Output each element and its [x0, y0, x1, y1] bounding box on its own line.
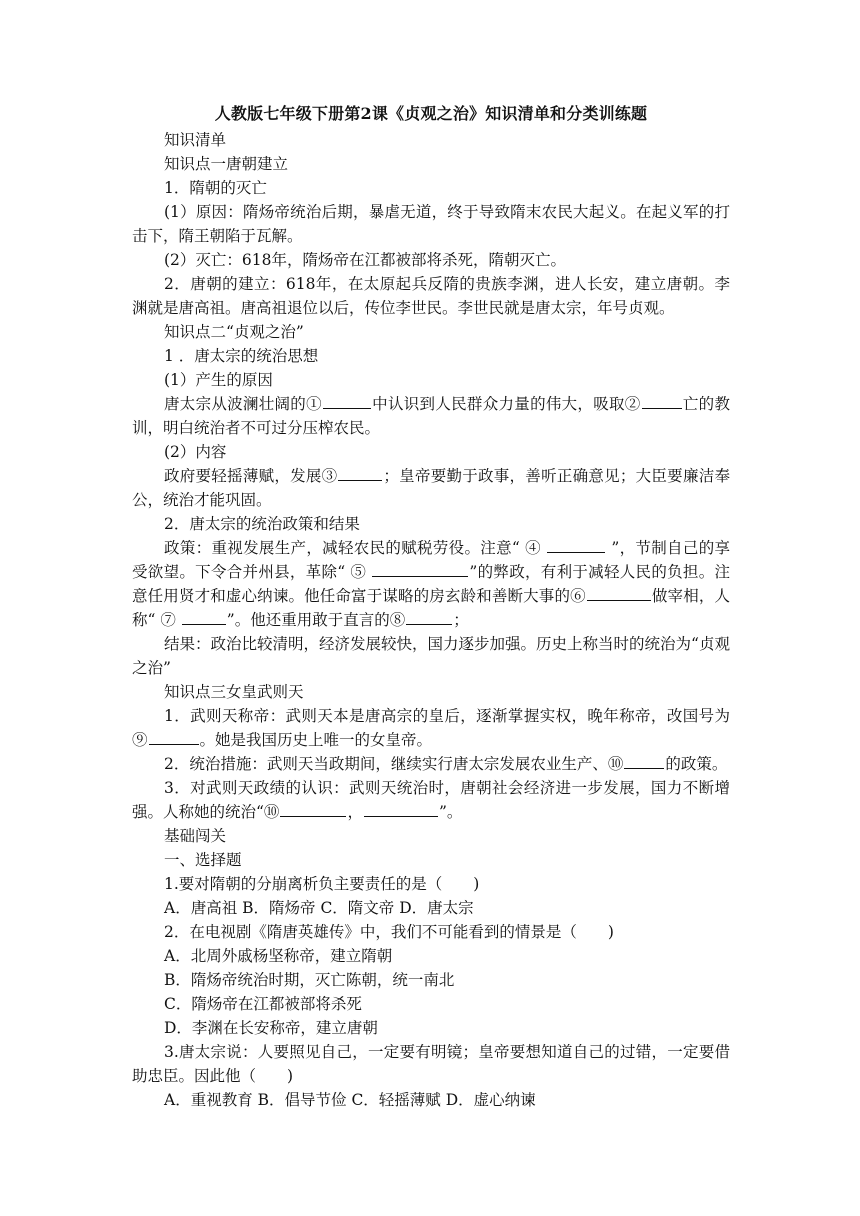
- text-segment: 。她是我国历史上唯一的女皇帝。: [199, 731, 433, 749]
- choice-section-heading: 一、选择题: [164, 851, 242, 869]
- text-segment: ”。: [438, 803, 463, 821]
- kp1-paragraph-cause: (1）原因：隋炀帝统治后期，暴虐无道，终于导致隋末农民大起义。在起义军的打击下，隋王朝陷于瓦解。: [132, 203, 730, 245]
- fill-blank-7: [182, 608, 226, 625]
- text-segment: 2．统治措施：武则天当政期间，继续实行唐太宗发展农业生产、⑩: [164, 755, 624, 773]
- fill-blank-6: [587, 584, 651, 601]
- kp2-paragraph-policy: [132, 536, 730, 632]
- kp1-subheading-1: 1．隋朝的灭亡: [164, 179, 267, 197]
- kp2-paragraph-reason: [132, 392, 730, 440]
- question-2: 2．在电视剧《隋唐英雄传》中，我们不可能看到的情景是（ ): [164, 923, 614, 941]
- kp3-paragraph-1: [132, 704, 730, 752]
- text-segment: ”，节制自己的享受欲望。下令合并州县，革除“ ⑤: [132, 539, 731, 581]
- kp3-paragraph-2: [132, 752, 730, 776]
- section-knowledge-list: 知识清单: [164, 131, 227, 149]
- text-segment: ；: [453, 611, 469, 629]
- question-1-options: A．唐高祖 B．隋炀帝 C．隋文帝 D．唐太宗: [164, 899, 474, 917]
- kp3-heading: 知识点三女皇武则天: [164, 683, 304, 701]
- fill-blank-12: [364, 800, 438, 817]
- kp2-subheading-1: 1 ．唐太宗的统治思想: [164, 347, 319, 365]
- basic-heading: 基础闯关: [164, 827, 227, 845]
- question-2-option-b: B．隋炀帝统治时期，灭亡陈朝，统一南北: [164, 971, 455, 989]
- kp2-subheading-content: (2）内容: [164, 443, 227, 461]
- fill-blank-11: [280, 800, 346, 817]
- text-segment: 3．对武则天政绩的认识：武则天统治时，唐朝社会经济进一步发展，国力不断增强。人称她的统治“⑩: [132, 779, 730, 821]
- text-segment: 唐太宗从波澜壮阔的①: [164, 395, 322, 413]
- kp2-heading: 知识点二“贞观之治”: [164, 323, 304, 341]
- text-segment: 政府要轻摇薄赋，发展③: [164, 467, 338, 485]
- question-2-option-c: C．隋炀帝在江都被部将杀死: [164, 995, 362, 1013]
- kp2-subheading-2: 2．唐太宗的统治政策和结果: [164, 515, 360, 533]
- fill-blank-8: [406, 608, 452, 625]
- document-page: [132, 102, 730, 1112]
- question-2-option-a: A．北周外戚杨坚称帝，建立隋朝: [164, 947, 393, 965]
- text-segment: ”。他还重用敢于直言的⑧: [226, 611, 406, 629]
- kp2-paragraph-result: 结果：政治比较清明，经济发展较快，国力逐步加强。历史上称当时的统治为“贞观之治”: [132, 635, 730, 677]
- text-segment: 的政策。: [665, 755, 728, 773]
- text-segment: 亡的教训，明白统治者不可过分压榨农民。: [132, 395, 730, 437]
- kp3-paragraph-3: [132, 776, 730, 824]
- fill-blank-10: [624, 752, 664, 769]
- text-segment: ”的弊政，有利于减轻人民的负担。注意任用贤才和虚心纳谏。他任命富于谋略的房玄龄和善断大事的⑥: [132, 563, 730, 605]
- text-segment: 政策：重视发展生产，减轻农民的赋税劳役。注意“ ④: [164, 539, 547, 557]
- text-segment: 1．武则天称帝：武则天本是唐高宗的皇后，逐渐掌握实权，晚年称帝，改国号为⑨: [132, 707, 730, 749]
- question-3-options: A．重视教育 B．倡导节俭 C．轻摇薄赋 D．虚心纳谏: [164, 1091, 536, 1109]
- question-3: 3.唐太宗说：人要照见自己，一定要有明镜；皇帝要想知道自己的过错，一定要借助忠臣。因此他（ ): [132, 1043, 730, 1085]
- text-segment: ，: [347, 803, 363, 821]
- text-segment: 中认识到人民群众力量的伟大，吸取②: [371, 395, 641, 413]
- question-1: 1.要对隋朝的分崩离析负主要责任的是（ ): [164, 875, 480, 893]
- fill-blank-9: [149, 728, 199, 745]
- question-2-option-d: D．李渊在长安称帝，建立唐朝: [164, 1019, 378, 1037]
- kp2-subheading-reason: (1）产生的原因: [164, 371, 273, 389]
- text-segment: ；皇帝要勤于政事，善听正确意见；大臣要廉洁奉公，统治才能巩固。: [132, 467, 730, 509]
- kp1-paragraph-fall: (2）灭亡：618年，隋炀帝在江都被部将杀死，隋朝灭亡。: [164, 251, 566, 269]
- fill-blank-4: [547, 536, 605, 553]
- kp1-heading: 知识点一唐朝建立: [164, 155, 289, 173]
- fill-blank-2: [642, 392, 682, 409]
- kp2-paragraph-content: [132, 464, 730, 512]
- fill-blank-5: [372, 560, 468, 577]
- fill-blank-3: [338, 464, 382, 481]
- text-segment: 做宰相，人称“ ⑦: [132, 587, 730, 629]
- fill-blank-1: [323, 392, 371, 409]
- kp1-paragraph-founding: 2．唐朝的建立：618年，在太原起兵反隋的贵族李渊，进人长安，建立唐朝。李渊就是唐高祖。唐高祖退位以后，传位李世民。李世民就是唐太宗，年号贞观。: [132, 275, 730, 317]
- document-title: 人教版七年级下册第2课《贞观之治》知识清单和分类训练题: [214, 104, 648, 123]
